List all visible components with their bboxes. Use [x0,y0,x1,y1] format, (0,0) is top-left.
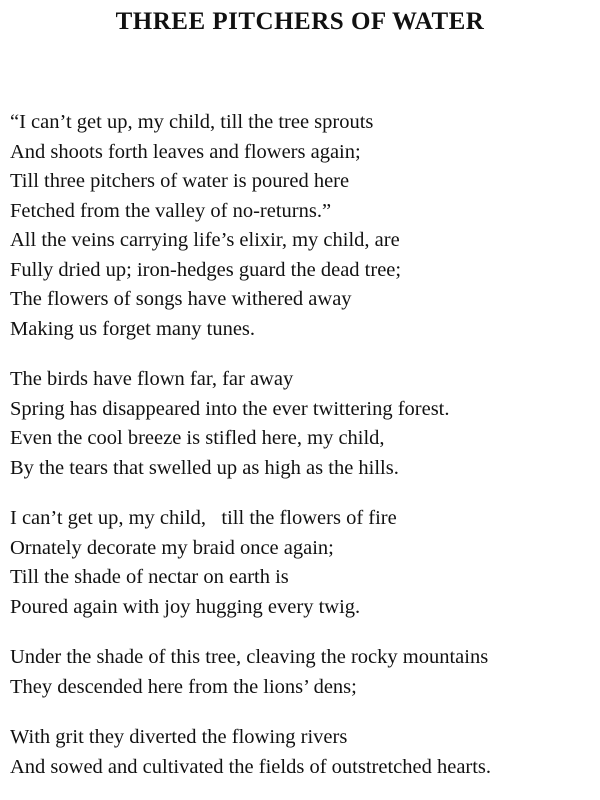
poem-title: THREE PITCHERS OF WATER [115,8,485,35]
stanza [10,108,598,344]
poem-line: All the veins carrying life’s elixir, my child, are [10,229,400,251]
poem-line: Poured again with joy hugging every twig. [10,595,361,618]
poem-line: Till three pitchers of water is poured here [10,170,350,192]
stanza [10,504,598,622]
poem-line: Spring has disappeared into the ever twittering forest. [10,397,450,420]
poem-line: Under the shade of this tree, cleaving the rocky mountains [10,646,489,668]
poem-line: The birds have flown far, far away [10,368,294,390]
stanza [10,723,598,782]
poem-line: They descended here from the lions’ dens; [10,675,357,698]
poem-line: Ornately decorate my braid once again; [10,536,334,559]
poem-line: Fully dried up; iron-hedges guard the dead tree; [10,258,402,281]
poem-line: Making us forget many tunes. [10,317,256,340]
stanza [10,643,598,702]
stanza [10,365,598,483]
poem-line: With grit they diverted the flowing rivers [10,726,348,748]
poem-line: Fetched from the valley of no-returns.” [10,199,332,222]
poem-line: By the tears that swelled up as high as the hills. [10,456,399,479]
poem-line: I can’t get up, my child, till the flowers of fire [10,507,397,529]
poem-line: And shoots forth leaves and flowers again; [10,140,361,163]
poem-line: Till the shade of nectar on earth is [10,566,289,588]
poem-line: The flowers of songs have withered away [10,288,352,310]
poem-line: And sowed and cultivated the fields of outstretched hearts. [10,755,492,778]
poem-line: Even the cool breeze is stifled here, my child, [10,427,385,449]
poem-body [10,108,598,782]
poem-line: “I can’t get up, my child, till the tree sprouts [10,111,374,133]
